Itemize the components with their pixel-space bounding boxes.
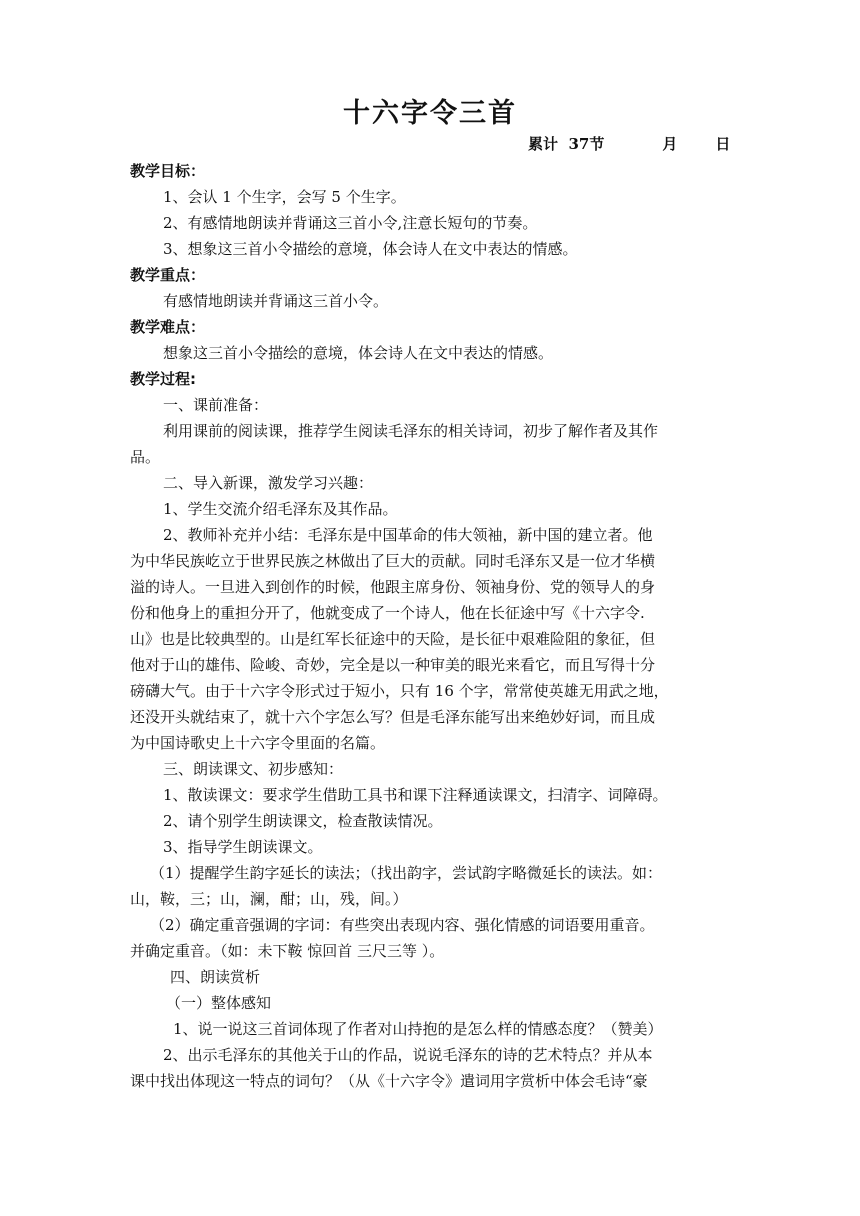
- month-label: 月: [662, 135, 678, 153]
- text-line: 1、散读课文：要求学生借助工具书和课下注释通读课文，扫清字、词障碍。: [163, 786, 668, 804]
- text-line: 溢的诗人。一旦进入到创作的时候，他跟主席身份、领袖身份、党的领导人的身: [130, 578, 656, 596]
- text-line: 2、有感情地朗读并背诵这三首小令,注意长短句的节奏。: [163, 214, 538, 232]
- text-line: 份和他身上的重担分开了，他就变成了一个诗人，他在长征途中写《十六字令.: [130, 604, 645, 622]
- text-line: 课中找出体现这一特点的词句？（从《十六字令》遣词用字赏析中体会毛诗“豪: [130, 1072, 648, 1090]
- text-line: 山，鞍，三；山，澜，酣；山，残，间。）: [130, 890, 408, 908]
- day-label: 日: [715, 135, 731, 153]
- text-line: 一、课前准备：: [163, 396, 269, 414]
- text-line: 1、会认 1 个生字，会写 5 个生字。: [163, 188, 406, 206]
- text-line: 3、指导学生朗读课文。: [163, 838, 323, 856]
- text-line: 他对于山的雄伟、险峻、奇妙，完全是以一种审美的眼光来看它，而且写得十分: [130, 656, 656, 674]
- text-line: （1）提醒学生韵字延长的读法；（找出韵字，尝试韵字略微延长的读法。如：: [150, 864, 663, 882]
- text-line: 3、想象这三首小令描绘的意境，体会诗人在文中表达的情感。: [163, 240, 578, 258]
- text-line: （一）整体感知: [166, 994, 272, 1012]
- text-line: 2、教师补充并小结：毛泽东是中国革命的伟大领袖，新中国的建立者。他: [163, 526, 653, 544]
- text-line: 利用课前的阅读课，推荐学生阅读毛泽东的相关诗词，初步了解作者及其作: [163, 422, 659, 440]
- text-line: 还没开头就结束了，就十六个字怎么写？但是毛泽东能写出来绝妙好词，而且成: [130, 708, 656, 726]
- document-body: [130, 158, 733, 1094]
- text-line: 磅礴大气。由于十六字令形式过于短小，只有 16 个字，常常使英雄无用武之地，: [130, 682, 669, 700]
- text-line: 四、朗读赏析: [170, 968, 261, 986]
- section-heading: 教学重点：: [130, 266, 206, 284]
- cumulative-count: 累计 37节: [528, 135, 605, 153]
- text-line: 想象这三首小令描绘的意境，体会诗人在文中表达的情感。: [163, 344, 554, 362]
- section-heading: 教学难点：: [130, 318, 206, 336]
- text-line: 1、学生交流介绍毛泽东及其作品。: [163, 500, 398, 518]
- section-heading: 教学过程:: [130, 370, 196, 388]
- text-line: 2、请个别学生朗读课文，检查散读情况。: [163, 812, 443, 830]
- text-line: 二、导入新课，激发学习兴趣：: [163, 474, 374, 492]
- text-line: （2）确定重音强调的字词：有些突出表现内容、强化情感的词语要用重音。: [150, 916, 655, 934]
- text-line: 为中华民族屹立于世界民族之林做出了巨大的贡献。同时毛泽东又是一位才华横: [130, 552, 656, 570]
- text-line: 1、说一说这三首词体现了作者对山持抱的是怎么样的情感态度？（赞美）: [173, 1020, 663, 1038]
- text-line: 山》也是比较典型的。山是红军长征途中的天险，是长征中艰难险阻的象征，但: [130, 630, 656, 648]
- text-line: 为中国诗歌史上十六字令里面的名篇。: [130, 734, 386, 752]
- text-line: 有感情地朗读并背诵这三首小令。: [163, 292, 389, 310]
- text-line: 品。: [130, 448, 161, 466]
- page-title: 十六字令三首: [343, 98, 517, 129]
- lesson-meta: [528, 132, 730, 156]
- text-line: 三、朗读课文、初步感知：: [163, 760, 344, 778]
- section-heading: 教学目标：: [130, 162, 206, 180]
- text-line: 并确定重音。（如：未下鞍 惊回首 三尺三等 ）。: [130, 942, 445, 960]
- text-line: 2、出示毛泽东的其他关于山的作品，说说毛泽东的诗的艺术特点？并从本: [163, 1046, 653, 1064]
